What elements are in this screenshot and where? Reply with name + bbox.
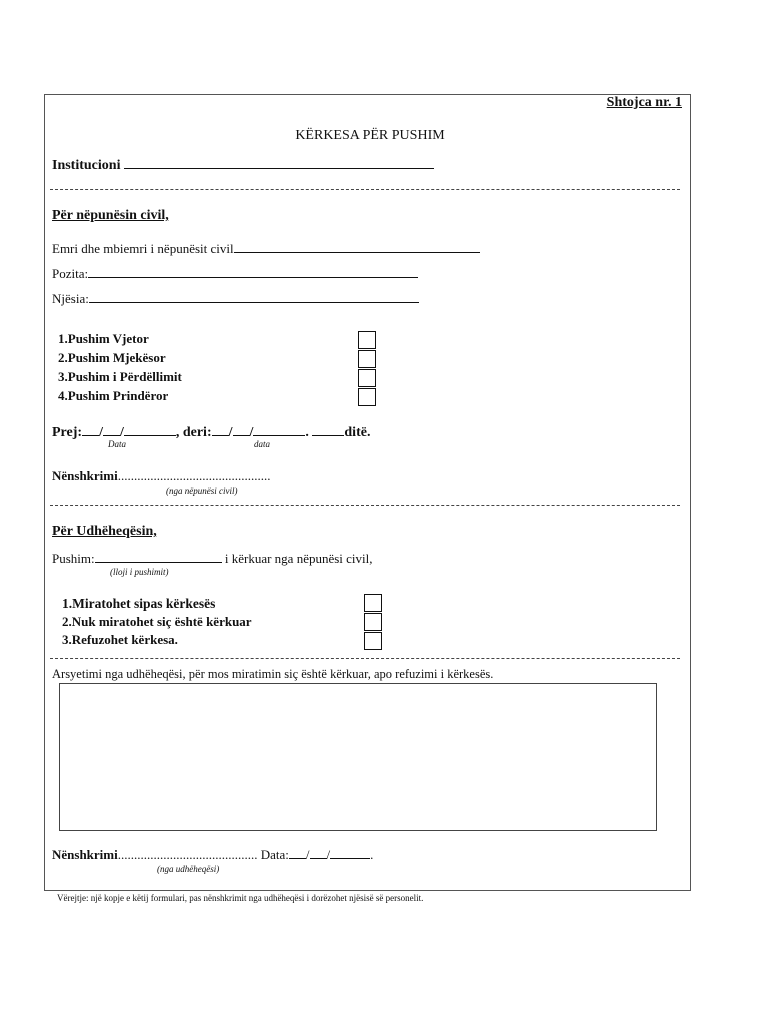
checkbox-bereavement-leave[interactable] xyxy=(358,369,376,387)
reason-label: Arsyetimi nga udhëheqësi, për mos miratimin siç është kërkuar, apo refuzimi i kërkesës. xyxy=(52,667,494,681)
from-date-hint: Data xyxy=(108,439,126,449)
checkbox-not-approved[interactable] xyxy=(364,613,382,631)
divider xyxy=(50,505,680,506)
manager-date-month[interactable] xyxy=(310,846,327,859)
requested-text: i kërkuar nga nëpunësi civil, xyxy=(224,551,373,566)
position-label: Pozita: xyxy=(52,266,89,281)
divider xyxy=(50,658,680,659)
employee-section-heading: Për nëpunësin civil, xyxy=(52,208,169,223)
decision-not-approved: 2.Nuk miratohet siç është kërkuar xyxy=(62,614,252,629)
position-row xyxy=(52,265,418,282)
leave-type-hint: (lloji i pushimit) xyxy=(110,567,169,577)
leave-type-annual: 1.Pushim Vjetor xyxy=(58,331,149,346)
unit-row xyxy=(52,290,419,307)
leave-requested-row xyxy=(52,550,373,567)
leave-label: Pushim: xyxy=(52,551,95,566)
employee-name-field[interactable] xyxy=(234,240,480,253)
manager-signature-label: Nënshkrimi xyxy=(52,847,118,862)
leave-type-bereavement: 3.Pushim i Përdëllimit xyxy=(58,369,182,384)
manager-signature-hint: (nga udhëheqësi) xyxy=(157,864,220,874)
employee-signature-label: Nënshkrimi xyxy=(52,468,118,483)
unit-field[interactable] xyxy=(89,290,419,303)
leave-type-parental: 4.Pushim Prindëror xyxy=(58,388,169,403)
to-label: deri: xyxy=(182,425,212,440)
divider xyxy=(50,189,680,190)
employee-signature-field[interactable]: ............................................... xyxy=(117,468,271,483)
from-label: Prej: xyxy=(52,425,83,440)
manager-signature-row: Nënshkrimi........................................... Data: / / . xyxy=(52,847,374,862)
footnote: Vërejtje: një kopje e këtij formulari, pas nënshkrimit nga udhëheqësi i dorëzohet njësisë së personelit. xyxy=(57,893,424,903)
to-year-field[interactable] xyxy=(253,423,305,436)
annex-label: Shtojca nr. 1 xyxy=(606,95,682,110)
employee-signature-row xyxy=(52,468,270,484)
leave-type-medical: 2.Pushim Mjekësor xyxy=(58,350,166,365)
reason-textbox[interactable] xyxy=(59,683,657,831)
employee-signature-hint: (nga nëpunësi civil) xyxy=(166,486,238,496)
to-date-hint: data xyxy=(254,439,271,449)
leave-type-field[interactable] xyxy=(95,550,222,563)
decision-approved: 1.Miratohet sipas kërkesës xyxy=(62,596,216,611)
checkbox-parental-leave[interactable] xyxy=(358,388,376,406)
manager-section-heading: Për Udhëheqësin, xyxy=(52,524,157,539)
period-row: Prej: / / , deri: / / . ditë. xyxy=(52,425,371,440)
manager-date-year[interactable] xyxy=(330,846,370,859)
manager-date-day[interactable] xyxy=(289,846,306,859)
to-month-field[interactable] xyxy=(233,423,250,436)
institution-row xyxy=(52,156,434,174)
form-title: KËRKESA PËR PUSHIM xyxy=(295,128,445,143)
manager-date-label: Data: xyxy=(260,847,289,862)
from-month-field[interactable] xyxy=(103,423,120,436)
checkbox-medical-leave[interactable] xyxy=(358,350,376,368)
unit-label: Njësia: xyxy=(52,291,89,306)
institution-label: Institucioni xyxy=(52,158,121,173)
from-day-field[interactable] xyxy=(82,423,99,436)
position-field[interactable] xyxy=(88,265,418,278)
to-day-field[interactable] xyxy=(212,423,229,436)
days-field[interactable] xyxy=(312,423,344,436)
from-year-field[interactable] xyxy=(124,423,176,436)
days-label: ditë. xyxy=(344,425,371,440)
manager-signature-field[interactable]: ........................................... xyxy=(117,847,258,862)
checkbox-rejected[interactable] xyxy=(364,632,382,650)
decision-rejected: 3.Refuzohet kërkesa. xyxy=(62,632,178,647)
institution-field[interactable] xyxy=(124,156,434,169)
employee-name-row xyxy=(52,240,480,257)
checkbox-annual-leave[interactable] xyxy=(358,331,376,349)
checkbox-approved[interactable] xyxy=(364,594,382,612)
employee-name-label: Emri dhe mbiemri i nëpunësit civil xyxy=(52,241,234,256)
